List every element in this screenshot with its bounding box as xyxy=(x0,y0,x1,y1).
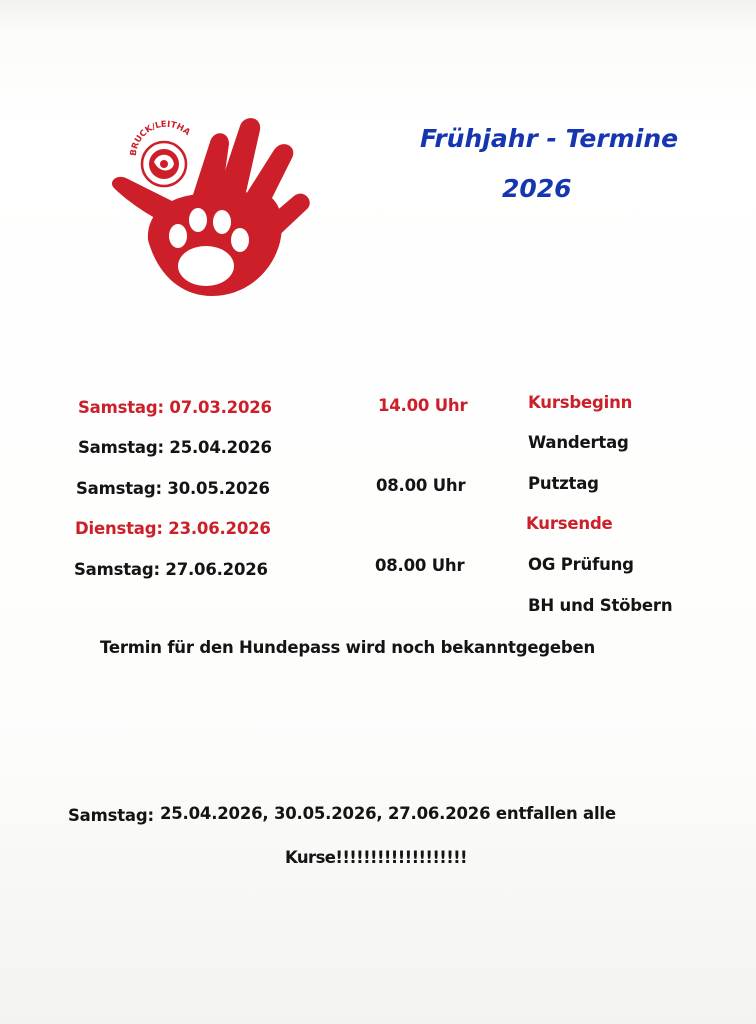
hundepass-note: Termin für den Hundepass wird noch bekanntgegeben xyxy=(100,638,596,657)
schedule-event-5: OG Prüfung xyxy=(528,555,634,574)
schedule-date-5: Samstag: 27.06.2026 xyxy=(74,560,268,579)
page-title: Frühjahr - Termine xyxy=(420,124,679,153)
schedule-time-5: 08.00 Uhr xyxy=(375,556,465,575)
footer-dates: 25.04.2026, 30.05.2026, 27.06.2026 entfallen alle xyxy=(160,804,616,823)
schedule-event-1: Kursbeginn xyxy=(528,393,633,412)
footer-end: Kurse!!!!!!!!!!!!!!!!!!! xyxy=(285,848,467,867)
schedule-event-2: Wandertag xyxy=(528,433,629,452)
schedule-date-4: Dienstag: 23.06.2026 xyxy=(75,519,271,538)
page-subtitle-year: 2026 xyxy=(502,174,572,203)
footer-label: Samstag: xyxy=(68,806,154,825)
schedule-date-2: Samstag: 25.04.2026 xyxy=(78,438,272,457)
schedule-event-3: Putztag xyxy=(528,474,599,493)
club-logo xyxy=(108,112,313,302)
logo-text: BRUCK/LEITHA xyxy=(128,119,192,157)
schedule-date-1: Samstag: 07.03.2026 xyxy=(78,398,272,417)
schedule-time-3: 08.00 Uhr xyxy=(376,476,466,495)
schedule-date-3: Samstag: 30.05.2026 xyxy=(76,479,270,498)
schedule-event-4: Kursende xyxy=(526,514,613,533)
schedule-event-5-line2: BH und Stöbern xyxy=(528,596,673,615)
schedule-time-1: 14.00 Uhr xyxy=(378,396,468,415)
hand-paw-icon xyxy=(108,112,313,302)
